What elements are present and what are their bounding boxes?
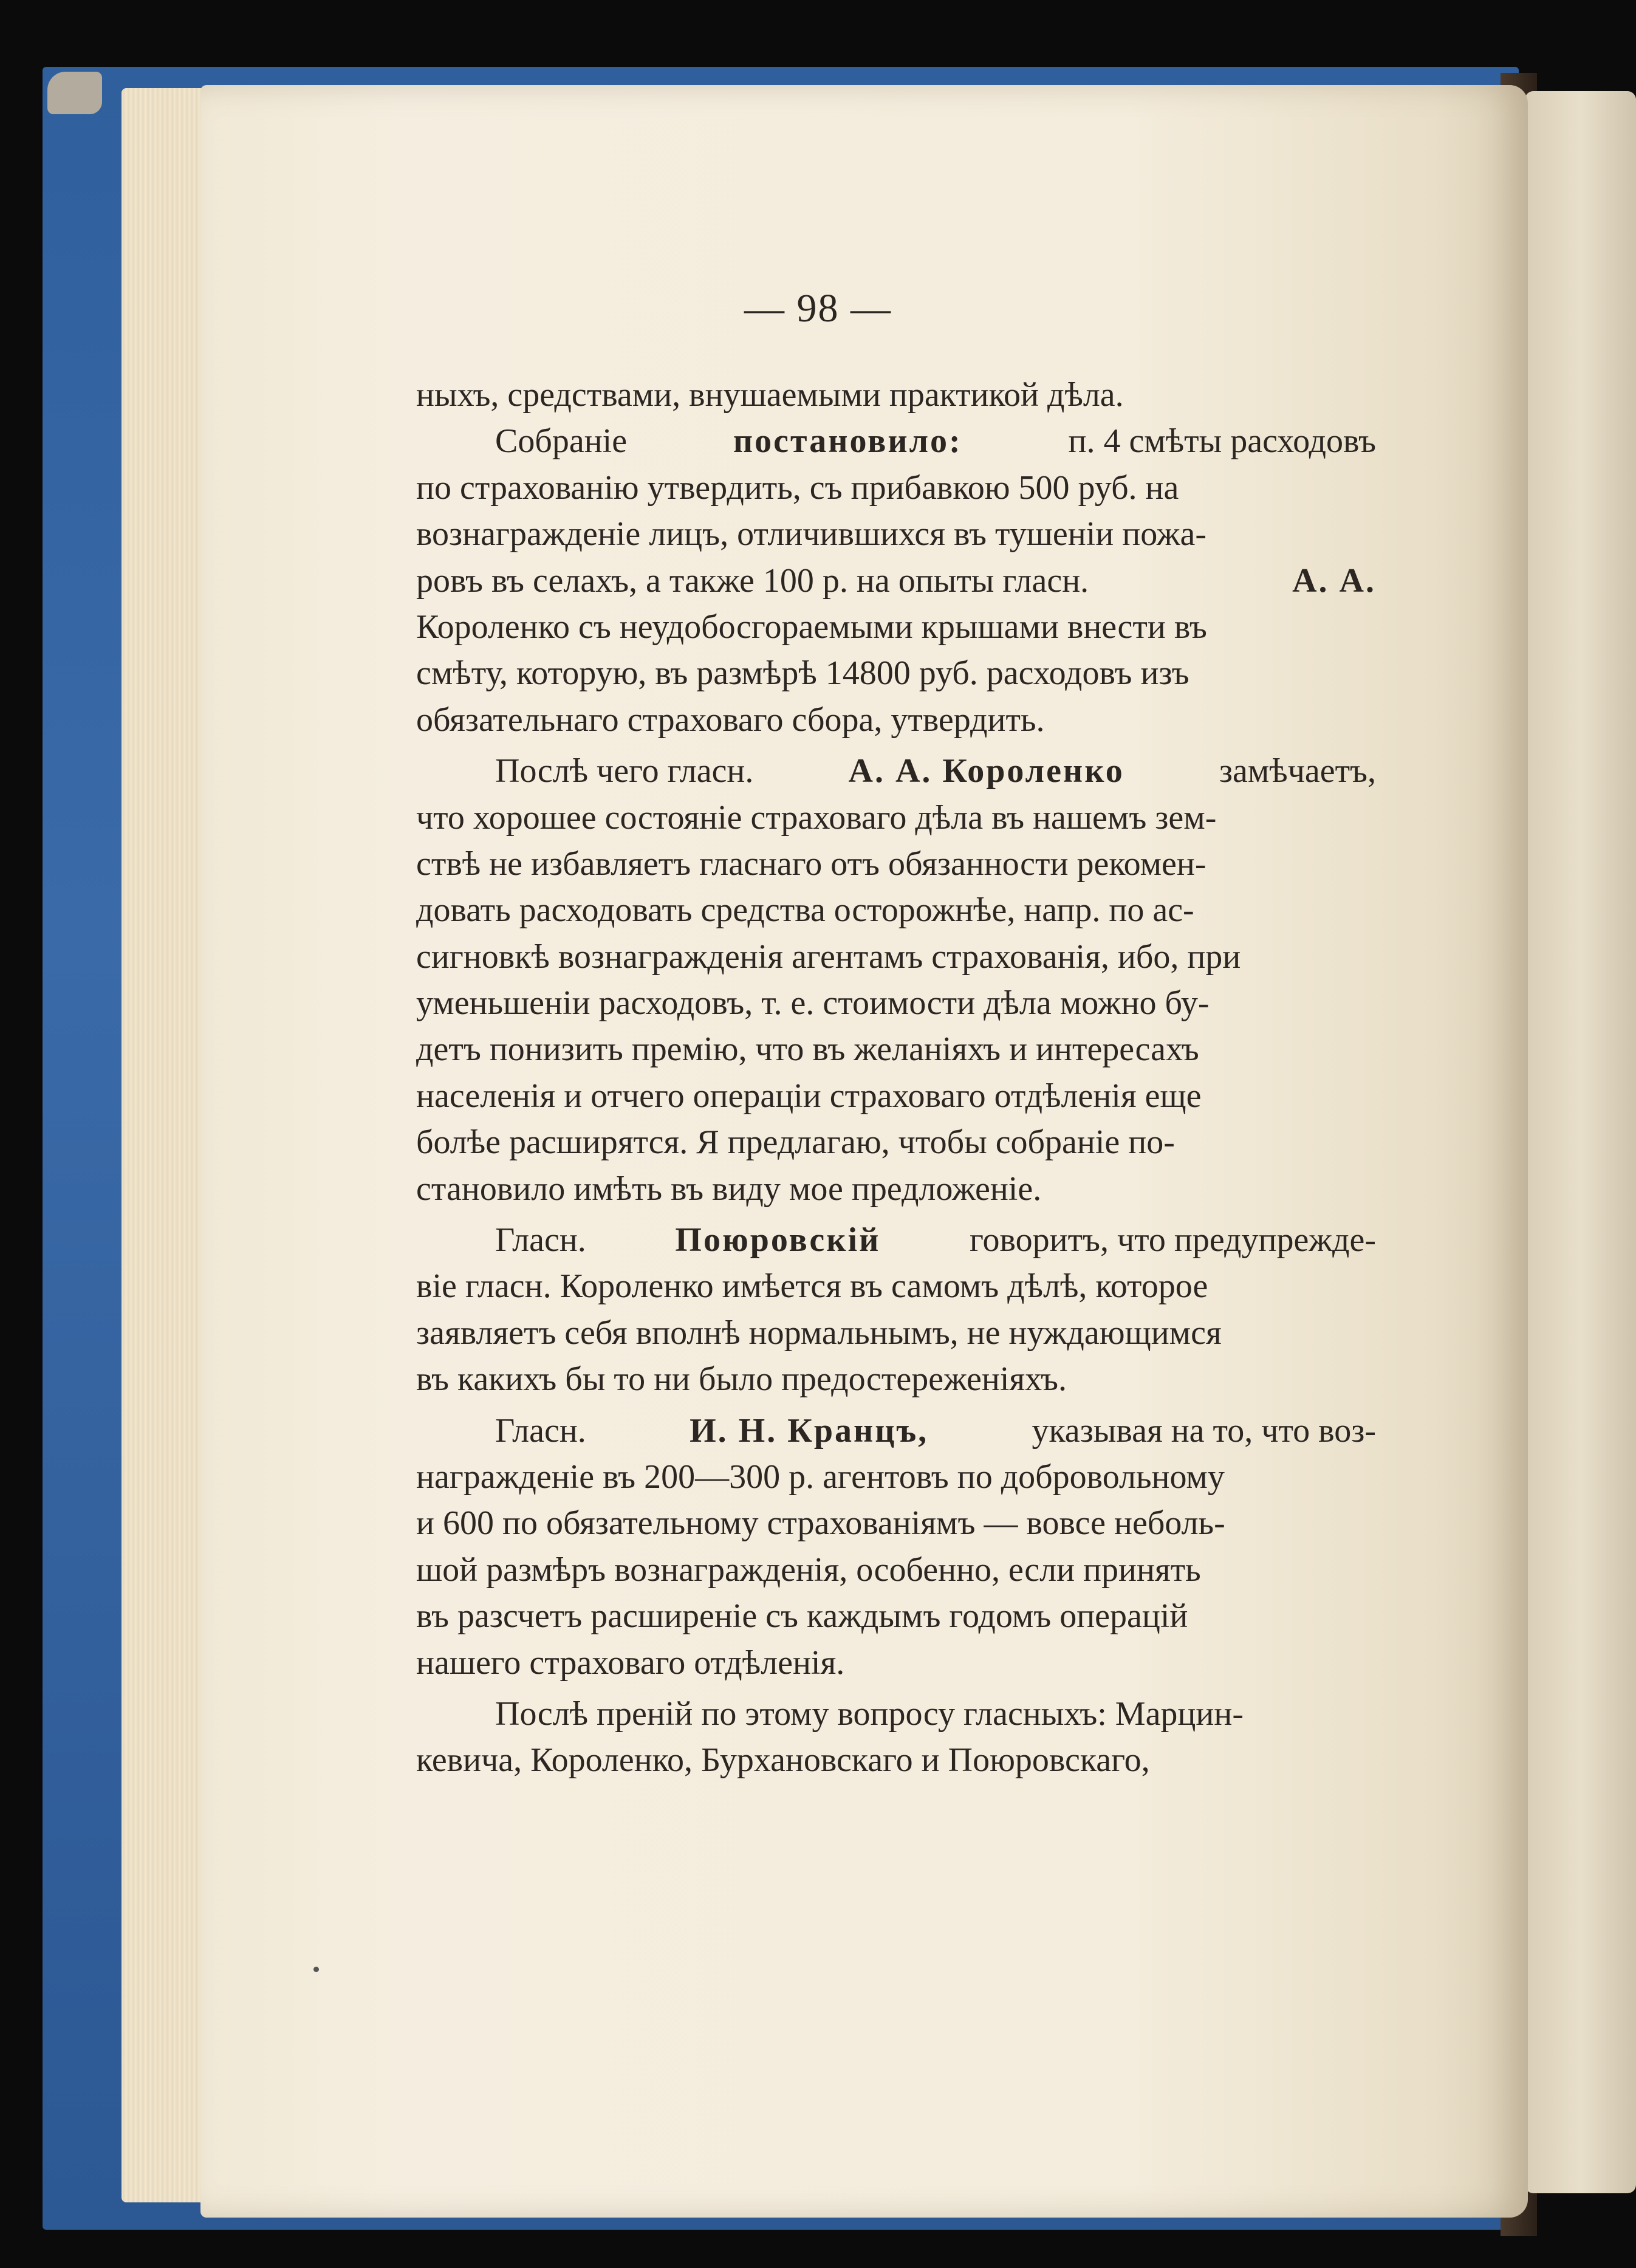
text-line — [416, 1640, 1376, 1686]
text-segment: смѣту, которую, въ размѣрѣ 14800 руб. расходовъ изъ — [416, 654, 1189, 693]
text-segment: довать расходовать средства осторожнѣе, напр. по ас- — [416, 891, 1194, 930]
text-line — [416, 1593, 1376, 1639]
text-segment: обязательнаго страховаго сбора, утвердить. — [416, 701, 1045, 739]
text-line — [416, 650, 1376, 696]
emphasis-text: Поюровскій — [675, 1221, 881, 1259]
text-line — [416, 1500, 1376, 1546]
text-line — [416, 1356, 1376, 1402]
text-line — [416, 795, 1376, 841]
text-line — [416, 465, 1376, 511]
text-line — [416, 1119, 1376, 1165]
text-segment: Послѣ чего гласн. — [495, 752, 754, 790]
text-line — [416, 558, 1376, 604]
text-segment: указывая на то, что воз- — [1032, 1411, 1376, 1450]
worn-cover-corner — [47, 72, 102, 114]
text-segment: замѣчаетъ, — [1219, 752, 1376, 790]
text-line — [416, 604, 1376, 650]
text-line — [416, 1408, 1376, 1454]
text-segment: ровъ въ селахъ, а также 100 р. на опыты гласн. — [416, 561, 1089, 600]
text-line — [416, 1026, 1376, 1072]
text-line — [416, 697, 1376, 743]
text-segment: что хорошее состояніе страховаго дѣла въ нашемъ зем- — [416, 798, 1217, 837]
emphasis-text: А. А. Короленко — [848, 752, 1124, 790]
text-segment: Собраніе — [495, 422, 628, 461]
emphasis-text: постановило: — [733, 422, 962, 461]
text-line — [416, 1454, 1376, 1500]
text-segment: ствѣ не избавляетъ гласнаго отъ обязанности рекомен- — [416, 845, 1206, 883]
text-line — [416, 1691, 1376, 1737]
ink-speck — [313, 1967, 319, 1972]
text-segment: становило имѣть въ виду мое предложеніе. — [416, 1170, 1042, 1208]
text-segment: заявляетъ себя вполнѣ нормальнымъ, не нуждающимся — [416, 1314, 1222, 1352]
text-segment: говоритъ, что предупрежде- — [969, 1221, 1376, 1259]
paragraph-gap — [416, 1686, 1376, 1691]
text-segment: въ какихъ бы то ни было предостереженіяхъ. — [416, 1360, 1067, 1399]
text-line — [416, 841, 1376, 887]
text-segment: ныхъ, средствами, внушаемыми практикой дѣла. — [416, 376, 1124, 414]
text-line — [416, 418, 1376, 464]
text-segment: болѣе расширятся. Я предлагаю, чтобы собраніе по- — [416, 1123, 1175, 1162]
text-segment: населенія и отчего операціи страховаго отдѣленія еще — [416, 1077, 1202, 1115]
paragraph-gap — [416, 1403, 1376, 1408]
text-line — [416, 1263, 1376, 1309]
page-number: — 98 — — [744, 286, 892, 331]
text-segment: кевича, Короленко, Бурхановскаго и Поюровскаго, — [416, 1741, 1150, 1780]
text-segment: по страхованію утвердить, съ прибавкою 500 руб. на — [416, 468, 1179, 507]
text-segment: Послѣ преній по этому вопросу гласныхъ: Марцин- — [495, 1694, 1244, 1733]
text-segment: Короленко съ неудобосгораемыми крышами внести въ — [416, 608, 1207, 646]
text-segment: уменьшеніи расходовъ, т. е. стоимости дѣла можно бу- — [416, 984, 1210, 1023]
text-segment: вознагражденіе лицъ, отличившихся въ тушеніи пожа- — [416, 515, 1206, 553]
text-line — [416, 934, 1376, 980]
text-line — [416, 980, 1376, 1026]
text-segment: нашего страховаго отдѣленія. — [416, 1643, 845, 1682]
paragraph-gap — [416, 743, 1376, 748]
text-segment: шой размѣръ вознагражденія, особенно, если принять — [416, 1550, 1201, 1589]
text-segment: Гласн. — [495, 1411, 586, 1450]
text-segment: Гласн. — [495, 1221, 586, 1259]
back-page — [1525, 91, 1636, 2193]
emphasis-text: И. Н. Кранцъ, — [690, 1411, 929, 1450]
text-segment: детъ понизить премію, что въ желаніяхъ и интересахъ — [416, 1030, 1199, 1069]
text-segment: въ разсчетъ расширеніе съ каждымъ годомъ операцій — [416, 1597, 1188, 1636]
text-line — [416, 887, 1376, 933]
text-line — [416, 748, 1376, 794]
emphasis-text: А. А. — [1292, 561, 1376, 600]
text-line — [416, 372, 1376, 418]
text-line — [416, 511, 1376, 557]
text-segment: п. 4 смѣты расходовъ — [1068, 422, 1376, 461]
text-line — [416, 1737, 1376, 1783]
text-line — [416, 1166, 1376, 1212]
text-segment: сигновкѣ вознагражденія агентамъ страхованія, ибо, при — [416, 937, 1241, 976]
text-line — [416, 1310, 1376, 1356]
text-line — [416, 1547, 1376, 1593]
page-text — [416, 372, 1376, 1784]
text-segment: и 600 по обязательному страхованіямъ — вовсе неболь- — [416, 1504, 1225, 1543]
text-segment: награжденіе въ 200—300 р. агентовъ по добровольному — [416, 1458, 1225, 1496]
text-line — [416, 1073, 1376, 1119]
text-line — [416, 1217, 1376, 1263]
text-segment: віе гласн. Короленко имѣется въ самомъ дѣлѣ, которое — [416, 1267, 1208, 1306]
paragraph-gap — [416, 1212, 1376, 1217]
